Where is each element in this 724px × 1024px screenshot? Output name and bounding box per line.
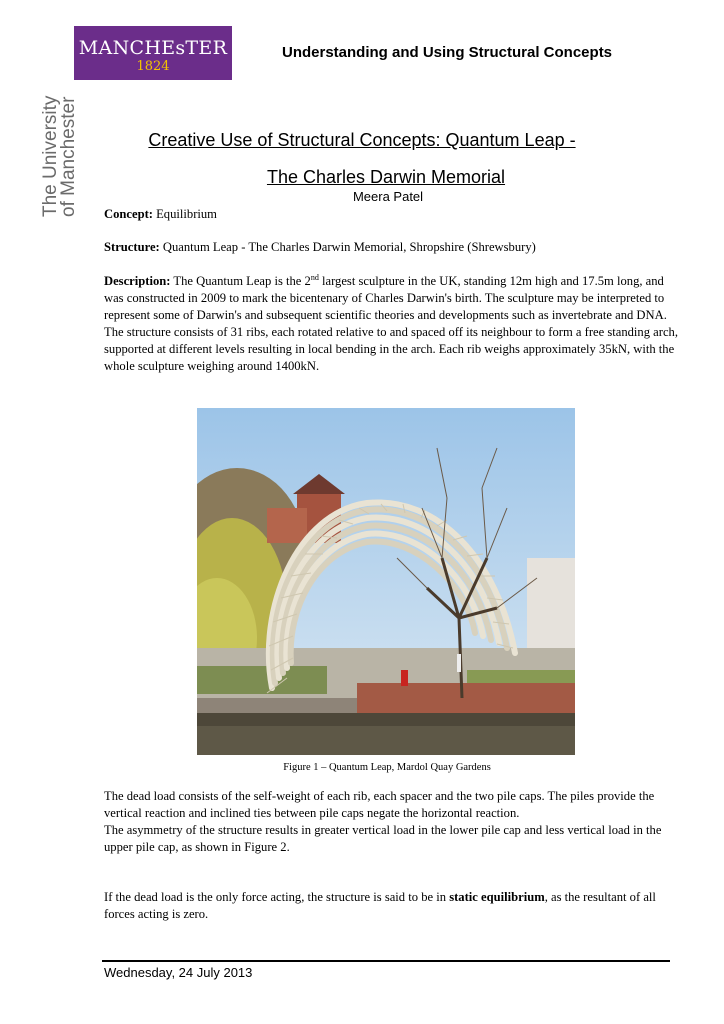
dead-load-paragraph [104, 788, 678, 856]
university-vertical-wordmark [40, 95, 92, 225]
author: Meera Patel [352, 189, 424, 204]
description-label: Description: [104, 274, 171, 288]
structure-line [104, 239, 678, 256]
equilibrium-bold: static equilibrium [449, 890, 545, 904]
structure-label: Structure: [104, 240, 160, 254]
figure-quantum-leap-photo [197, 408, 575, 755]
document-title-line1: Creative Use of Structural Concepts: Quantum Leap - [148, 130, 576, 150]
concept-value: Equilibrium [152, 207, 217, 221]
concept-line [104, 206, 678, 223]
university-logo [74, 26, 232, 80]
concept-label: Concept: [104, 207, 153, 221]
description-text-b: largest sculpture in the UK, standing 12m high and 17.5m long, and was constructed in 2009 to mark the bicentenary of Charles Darwin's birth. The sculpture may be interpreted to represent some of Darwin's and subsequent scientific theories and developments such as invertebrate and DNA. [104, 274, 667, 322]
footer-divider [102, 960, 670, 962]
asymmetry-text: The asymmetry of the structure results in greater vertical load in the lower pile cap and less vertical load in the upper pile cap, as shown in Figure 2. [104, 823, 662, 854]
description-paragraph [104, 273, 678, 375]
equilibrium-text-b: , as the resultant of all forces acting is zero. [104, 890, 656, 921]
dead-load-text: The dead load consists of the self-weight of each rib, each spacer and the two pile caps. The piles provide the vertical reaction and inclined ties between pile caps negate the horizontal reaction. [104, 789, 655, 820]
figure-caption: Figure 1 – Quantum Leap, Mardol Quay Gardens [283, 762, 491, 773]
structure-value: Quantum Leap - The Charles Darwin Memorial, Shropshire (Shrewsbury) [159, 240, 536, 254]
document-title-line2: The Charles Darwin Memorial [266, 167, 506, 187]
vertical-text-line2: of Manchester [58, 96, 79, 217]
description-paragraph-2: The structure consists of 31 ribs, each rotated relative to and spaced off its neighbour to form a free standing arch, supported at different levels resulting in local bending in the arch. Each rib weighs approximately 35kN, with the whole sculpture weighing around 1400kN. [104, 325, 678, 373]
logo-year: 1824 [136, 59, 170, 74]
vertical-text-line1: The University [40, 95, 61, 217]
equilibrium-text-a: If the dead load is the only force acting, the structure is said to be in [104, 890, 450, 904]
running-header: Understanding and Using Structural Concepts [282, 44, 613, 61]
footer-date: Wednesday, 24 July 2013 [104, 965, 253, 980]
equilibrium-paragraph [104, 889, 678, 923]
logo-wordmark: MANCHEsTER [78, 37, 228, 59]
description-superscript: nd [310, 272, 319, 282]
description-text-a: The Quantum Leap is the 2 [170, 274, 311, 288]
